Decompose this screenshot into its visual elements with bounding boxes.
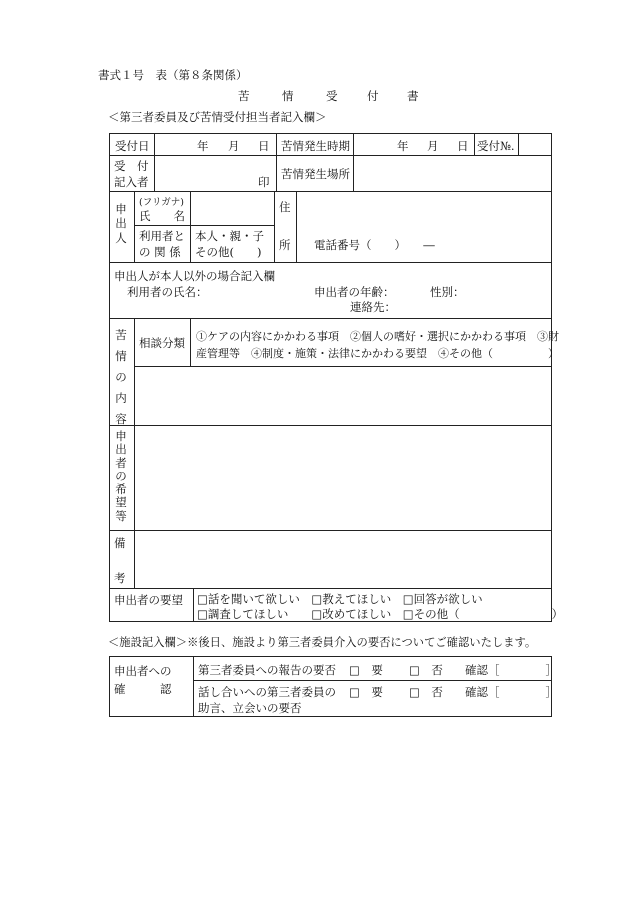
- phone-field[interactable]: 電話番号（ ） ―: [314, 238, 435, 252]
- seal-mark: 印: [258, 175, 270, 189]
- recorder-label-line2: 記入者: [114, 175, 149, 189]
- occurrence-time-label: 苦情発生時期: [281, 139, 350, 153]
- complaint-side-label: 苦 情 の 内 容: [115, 328, 127, 426]
- receipt-number-field[interactable]: [520, 136, 550, 153]
- other-applicant-heading: 申出人が本人以外の場合記入欄: [114, 269, 275, 283]
- advice-no-checkbox[interactable]: □ 否: [409, 685, 443, 699]
- report-necessity-label: 第三者委員への報告の要否: [198, 663, 336, 677]
- advice-necessity-label-line2: 助言、立会いの要否: [198, 701, 302, 715]
- name-label: 氏 名: [139, 209, 185, 223]
- confirm-label-line1: 申出者への: [114, 664, 172, 678]
- address-field[interactable]: [299, 193, 549, 229]
- address-label-bottom: 所: [279, 238, 291, 252]
- relation-label-line2: の 関 係: [139, 245, 181, 259]
- advice-necessity-label-line1: 話し合いへの第三者委員の: [198, 685, 336, 699]
- applicant-age-label: 申出者の年齢：: [314, 285, 395, 299]
- occurrence-place-label: 苦情発生場所: [281, 167, 350, 181]
- advice-yes-checkbox[interactable]: □ 要: [349, 685, 383, 699]
- report-yes-checkbox[interactable]: □ 要: [349, 663, 383, 677]
- category-options-line1[interactable]: ①ケアの内容にかかわる事項 ②個人の嗜好・選択にかかわる事項 ③財: [196, 330, 559, 343]
- request-label: 申出者の要望: [114, 593, 183, 607]
- remarks-label-bottom: 考: [114, 571, 126, 585]
- section1-heading: ＜第三者委員及び苦情受付担当者記入欄＞: [108, 110, 327, 124]
- gender-label: 性別：: [430, 285, 465, 299]
- request-options-line2[interactable]: □調査してほしい □改めてほしい □その他（ ）: [197, 607, 564, 621]
- recorder-field[interactable]: [156, 157, 252, 189]
- occurrence-place-field[interactable]: [356, 157, 550, 189]
- complaint-content-field[interactable]: [136, 368, 550, 423]
- relation-options-line2[interactable]: その他( ): [195, 245, 262, 259]
- user-name-label: 利用者の氏名：: [127, 285, 208, 299]
- advice-confirm-field[interactable]: 確認［ ］: [465, 685, 557, 699]
- relation-options-line1[interactable]: 本人・親・子: [195, 229, 264, 243]
- confirm-label-line2: 確 認: [114, 682, 172, 696]
- category-label: 相談分類: [139, 336, 185, 350]
- contact-label: 連絡先：: [350, 300, 396, 314]
- wishes-side-label: 申 出 者 の 希 望 等: [115, 429, 127, 523]
- recorder-label-line1: 受 付: [114, 159, 149, 173]
- applicant-side-label: 申 出 人: [115, 202, 127, 245]
- furigana-label: (フリガナ): [139, 197, 184, 208]
- wishes-field[interactable]: [136, 427, 550, 528]
- address-label-top: 住: [279, 200, 291, 214]
- relation-label-line1: 利用者と: [139, 229, 185, 243]
- section2-heading: ＜施設記入欄＞※後日、施設より第三者委員介入の要否についてご確認いたします。: [108, 636, 537, 649]
- form-number: 書式１号 表（第８条関係）: [98, 68, 248, 82]
- received-date-label: 受付日: [115, 139, 150, 153]
- applicant-name-field[interactable]: [192, 193, 272, 223]
- category-options-line2[interactable]: 産管理等 ④制度・施策・法律にかかわる要望 ④その他（ ）: [196, 347, 559, 360]
- remarks-field[interactable]: [136, 532, 550, 586]
- remarks-label-top: 備: [114, 536, 126, 550]
- receipt-number-label: 受付№.: [477, 139, 515, 153]
- request-options-line1[interactable]: □話を聞いて欲しい □教えてほしい □回答が欲しい: [197, 592, 483, 606]
- report-confirm-field[interactable]: 確認［ ］: [465, 663, 557, 677]
- report-no-checkbox[interactable]: □ 否: [409, 663, 443, 677]
